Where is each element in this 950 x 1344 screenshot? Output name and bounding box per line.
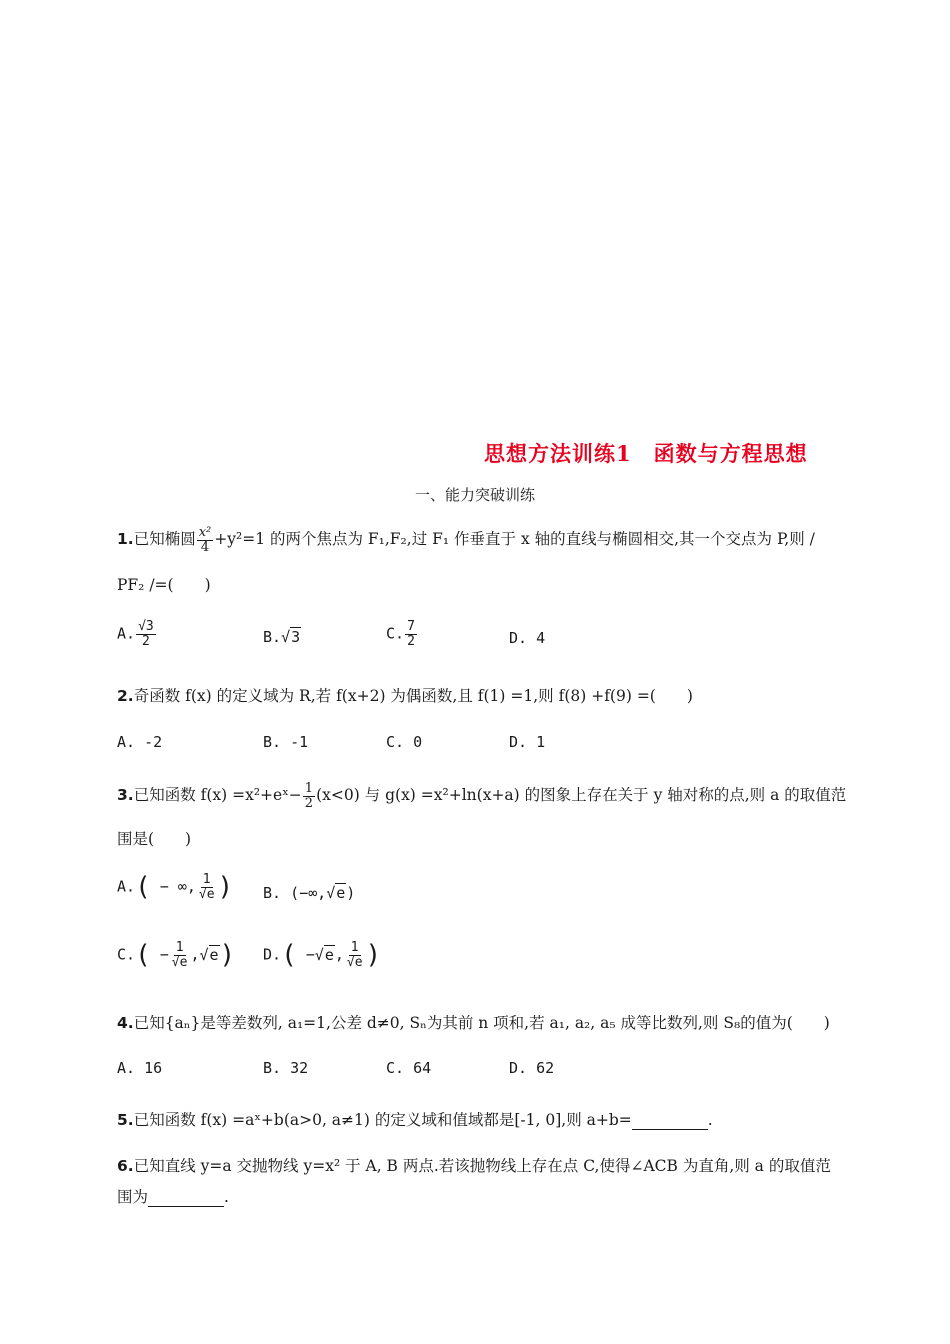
square-root: √e — [314, 945, 334, 964]
fraction: $\frac{\text{x²}}{4}$ — [198, 525, 212, 555]
fraction: $\frac{1}{√e}$ — [198, 871, 215, 902]
question-text: 已知椭圆 — [133, 530, 196, 549]
answer-blank[interactable] — [148, 1206, 224, 1207]
q2-option-c: C. 0 — [386, 733, 423, 751]
fraction: $\frac{1}{√e}$ — [171, 939, 188, 970]
question-text: 奇函数 f(x) 的定义域为 R,若 f(x+2) 为偶函数,且 f(1) =1,则 f(8) +f(9) =( ) — [133, 687, 693, 705]
fraction: $\frac{√3}{2}$ — [138, 619, 154, 649]
fraction: $\frac{1}{2}$ — [304, 781, 314, 811]
q4-option-a: A. 16 — [117, 1059, 163, 1077]
question-text: 已知函数 f(x) =aˣ+b(a>0, a≠1) 的定义域和值域都是[-1, 0],则 a+b= — [133, 1111, 632, 1129]
q1-option-b: B.√3 — [263, 628, 301, 646]
question-text: (x<0) 与 g(x) =x²+ln(x+a) 的图象上存在关于 y 轴对称的点,则 a 的取值范 — [316, 786, 847, 805]
question-2-line-1 — [117, 684, 693, 706]
question-number: 2. — [117, 687, 134, 705]
left-paren: ( — [135, 940, 151, 970]
question-1-line-2: PF₂ /=( ) — [117, 576, 211, 594]
question-text: 已知函数 f(x) =x²+eˣ− — [133, 786, 302, 805]
page-title: 思想方法训练1 函数与方程思想 — [484, 441, 808, 466]
question-number: 5. — [117, 1111, 134, 1129]
question-5-line-1: 5.已知函数 f(x) =aˣ+b(a>0, a≠1) 的定义域和值域都是[-1, 0],则 a+b= . — [117, 1111, 713, 1129]
left-paren: ( — [281, 940, 297, 970]
right-paren: ) — [365, 940, 382, 970]
question-1-line-1 — [117, 526, 815, 554]
question-number: 1. — [117, 530, 134, 549]
question-3-line-2: 围是( ) — [117, 830, 192, 848]
fraction: $\frac{1}{√e}$ — [346, 939, 363, 970]
q3-option-d: D.( −√e, $\frac{1}{√e}$ ) — [263, 939, 382, 970]
square-root: √e — [199, 945, 219, 964]
q1-option-d: D. 4 — [509, 629, 546, 647]
q3-option-b: B. (−∞,√e) — [263, 884, 356, 902]
question-number: 3. — [117, 786, 134, 805]
q2-option-a: A. -2 — [117, 733, 163, 751]
square-root: √e — [326, 884, 346, 902]
q4-option-d: D. 62 — [509, 1059, 555, 1077]
q4-option-b: B. 32 — [263, 1059, 309, 1077]
question-text: +y²=1 的两个焦点为 F₁,F₂,过 F₁ 作垂直于 x 轴的直线与椭圆相交,其一个交点为 P,则 / — [214, 530, 815, 549]
q3-option-a: A.( − ∞, $\frac{1}{√e}$ ) — [117, 871, 234, 902]
right-paren: ) — [219, 940, 236, 970]
left-paren: ( — [135, 872, 151, 902]
question-6-line-1 — [117, 1154, 831, 1176]
question-number: 6. — [117, 1157, 134, 1175]
right-paren: ) — [217, 872, 234, 902]
question-4-line-1 — [117, 1011, 830, 1033]
q1-option-a: A. $\frac{√3}{2}$ — [117, 619, 154, 649]
fraction: $\frac{7}{2}$ — [407, 619, 415, 649]
answer-blank[interactable] — [632, 1129, 708, 1130]
section-heading: 一、能力突破训练 — [414, 486, 535, 504]
q1-option-c: C. $\frac{7}{2}$ — [386, 619, 415, 649]
question-3-line-1 — [117, 782, 846, 810]
question-text: 已知{aₙ}是等差数列, a₁=1,公差 d≠0, Sₙ为其前 n 项和,若 a₁, a₂, a₅ 成等比数列,则 S₈的值为( ) — [133, 1014, 830, 1032]
q2-option-d: D. 1 — [509, 733, 546, 751]
q2-option-b: B. -1 — [263, 733, 309, 751]
square-root: √3 — [281, 628, 301, 646]
question-6-line-2: 围为 . — [117, 1188, 229, 1206]
q3-option-c: C.( − $\frac{1}{√e}$ ,√e) — [117, 939, 236, 970]
question-number: 4. — [117, 1014, 134, 1032]
question-text: 已知直线 y=a 交抛物线 y=x² 于 A, B 两点.若该抛物线上存在点 C,使得∠ACB 为直角,则 a 的取值范 — [133, 1157, 831, 1175]
q4-option-c: C. 64 — [386, 1059, 432, 1077]
